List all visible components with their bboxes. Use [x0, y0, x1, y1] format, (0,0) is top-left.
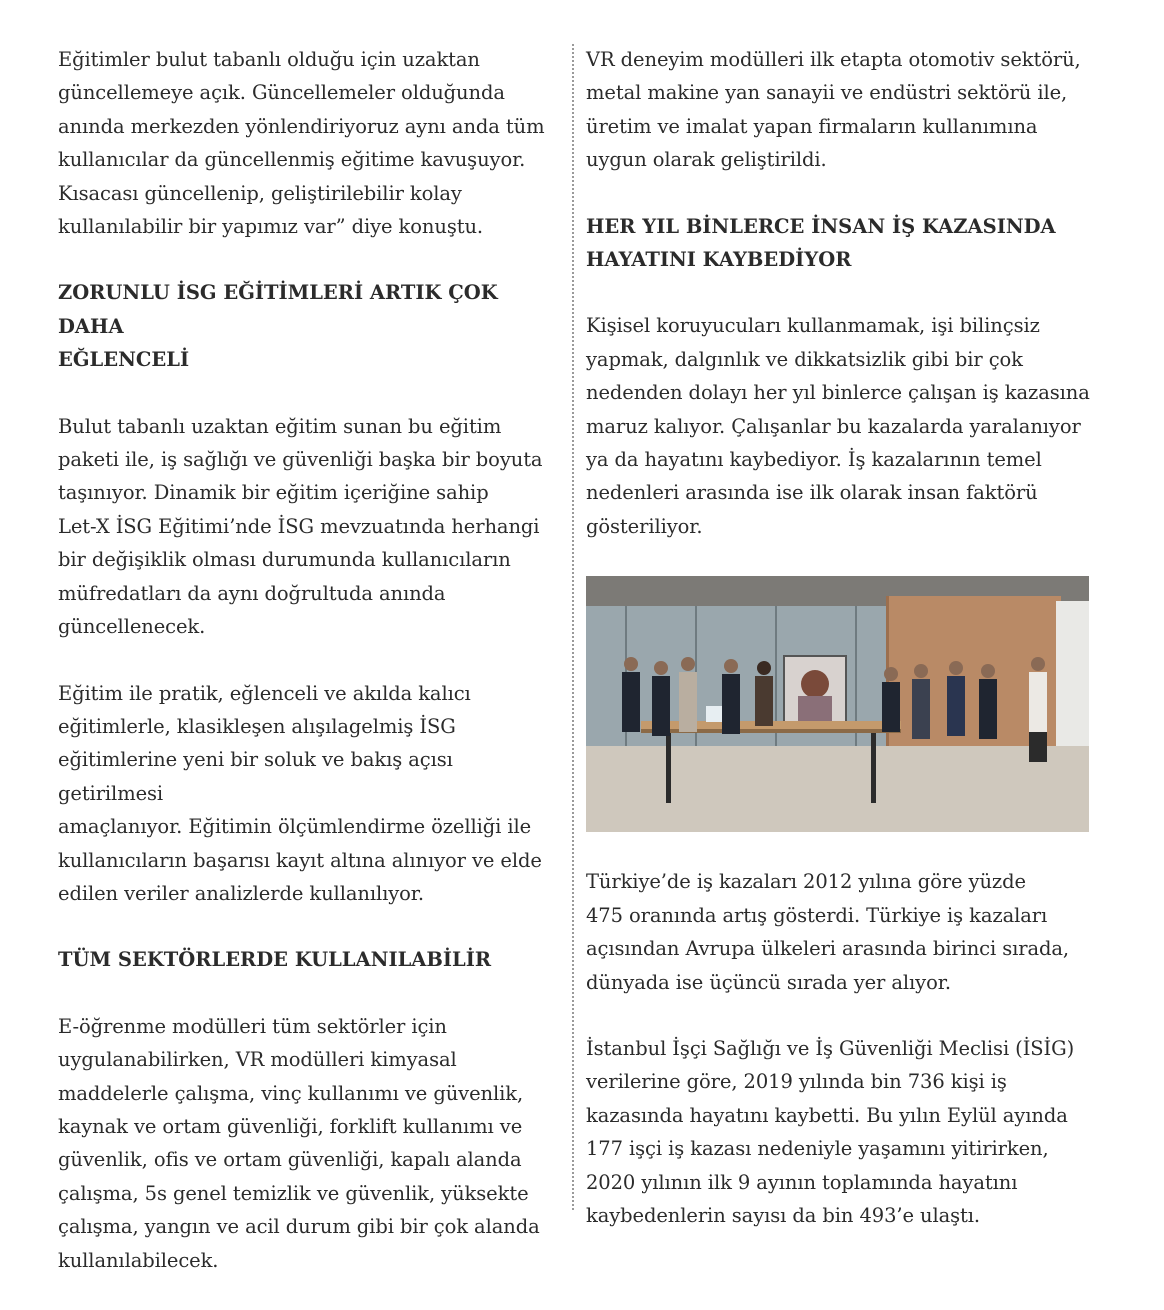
- heading-mandatory-training: ZORUNLU İSG EĞİTİMLERİ ARTIK ÇOK DAHA EĞLENCELİ: [58, 281, 498, 372]
- heading-work-accidents: HER YIL BİNLERCE İNSAN İŞ KAZASINDA HAYATINI KAYBEDİYOR: [586, 214, 1056, 272]
- group-photo: [586, 576, 1089, 832]
- paragraph-cloud-updates: Eğitimler bulut tabanlı olduğu için uzaktan güncellemeye açık. Güncellemeler olduğunda anında merkezden yönlendiriyoruz aynı anda tüm kullanıcılar da güncellenmiş eğitime kavuşuyor. Kısacası güncellenip, geliştirilebilir kolay kullanılabilir bir yapımız var” diye konuştu.: [58, 48, 545, 239]
- right-column: [586, 43, 1091, 1265]
- paragraph-cloud-training: Bulut tabanlı uzaktan eğitim sunan bu eğitim paketi ile, iş sağlığı ve güvenliği başka bir boyuta taşınıyor. Dinamik bir eğitim içeriğine sahip Let-X İSG Eğitimi’nde İSG mevzuatında herhangi bir değişiklik olması durumunda kullanıcıların müfredatları da aynı doğrultuda anında güncellenecek.: [58, 414, 543, 639]
- column-divider: [572, 44, 574, 1210]
- paragraph-isig-data: İstanbul İşçi Sağlığı ve İş Güvenliği Meclisi (İSİG) verilerine göre, 2019 yılında bin 736 kişi iş kazasında hayatını kaybetti. Bu yılın Eylül ayında 177 işçi iş kazası nedeniyle yaşamını yitirirken, 2020 yılının ilk 9 ayının toplamında hayatını kaybedenlerin sayısı da bin 493’e ulaştı.: [586, 1036, 1075, 1227]
- paragraph-accident-causes: Kişisel koruyucuları kullanmamak, işi bilinçsiz yapmak, dalgınlık ve dikkatsizlik gibi bir çok nedenden dolayı her yıl binlerce çalışan iş kazasına maruz kalıyor. Çalışanlar bu kazalarda yaralanıyor ya da hayatını kaybediyor. İş kazalarının temel nedenleri arasında ise ilk olarak insan faktörü gösteriliyor.: [586, 314, 1090, 538]
- group-photo-illustration: [586, 576, 1089, 832]
- paragraph-turkey-statistics: Türkiye’de iş kazaları 2012 yılına göre yüzde 475 oranında artış gösterdi. Türkiye iş kazaları açısından Avrupa ülkeleri arasında birinci sırada, dünyada ise üçüncü sırada yer alıyor.: [586, 870, 1070, 994]
- heading-all-sectors: TÜM SEKTÖRLERDE KULLANILABİLİR: [58, 948, 492, 972]
- paragraph-vr-modules: VR deneyim modülleri ilk etapta otomotiv sektörü, metal makine yan sanayii ve endüstri sektörü ile, üretim ve imalat yapan firmaların kullanımına uygun olarak geliştirildi.: [586, 48, 1081, 172]
- paragraph-modules: E-öğrenme modülleri tüm sektörler için uygulanabilirken, VR modülleri kimyasal maddelerle çalışma, vinç kullanımı ve güvenlik, kaynak ve ortam güvenliği, forklift kullanımı ve güvenlik, ofis ve ortam güvenliği, kapalı alanda çalışma, 5s genel temizlik ve güvenlik, yüksekte çalışma, yangın ve acil durum gibi bir çok alanda kullanılabilecek.: [58, 1014, 540, 1272]
- paragraph-training-goals: Eğitim ile pratik, eğlenceli ve akılda kalıcı eğitimlerle, klasikleşen alışılagelmiş İSG eğitimlerine yeni bir soluk ve bakış açısı getirilmesi amaçlanıyor. Eğitimin ölçümlendirme özelliği ile kullanıcıların başarısı kayıt altına alınıyor ve elde edilen veriler analizlerde kullanılıyor.: [58, 681, 542, 905]
- left-column: [58, 43, 563, 1310]
